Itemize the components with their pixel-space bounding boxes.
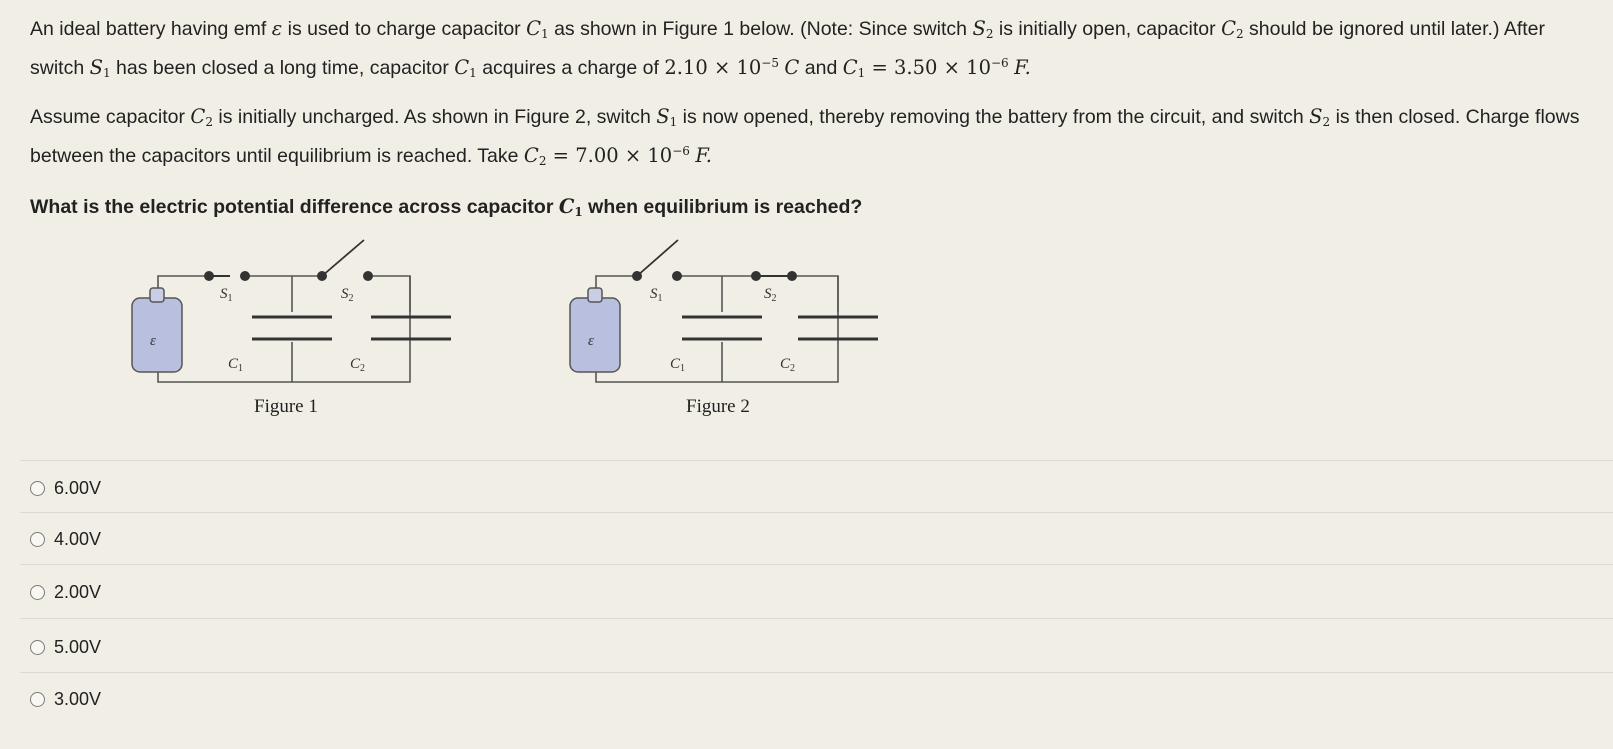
figure-2-c2-label: $C_2$	[780, 356, 796, 374]
radio-button[interactable]	[30, 585, 45, 600]
divider	[20, 618, 1613, 619]
figure-2-s1-label: $S_1$	[650, 286, 663, 304]
figure-2-battery	[570, 288, 620, 372]
circuit-diagram	[120, 232, 940, 442]
figure-1-emf-label: ε	[150, 333, 156, 349]
answer-option-label: 2.00V	[54, 582, 102, 602]
answer-option[interactable]	[30, 478, 101, 499]
answer-option-label: 4.00V	[54, 529, 102, 549]
answer-option-label: 6.00V	[54, 478, 102, 498]
radio-button[interactable]	[30, 640, 45, 655]
divider	[20, 460, 1613, 461]
radio-button[interactable]	[30, 481, 45, 496]
figure-1-circuit	[158, 240, 410, 382]
figure-1-s1-label: $S_1$	[220, 286, 233, 304]
divider	[20, 672, 1613, 673]
figure-2-circuit	[596, 240, 838, 382]
question-text	[30, 14, 1590, 227]
question-paragraph-1: An ideal battery having emf ε is used to charge capacitor $C_1$ as shown in Figure 1 below. (Note: Since switch $S_2$ is initially open, capacitor $C_2$ should be ignored until later.) After switch $S_1$ has been closed a long time, capacitor $C_1$ acquires a charge of $2.10 \times 10^{-5}$ C and $C_1 = 3.50 \times 10^{-6}$ F.	[30, 17, 1545, 80]
answer-option[interactable]	[30, 529, 101, 550]
radio-button[interactable]	[30, 692, 45, 707]
answer-option-label: 5.00V	[54, 637, 102, 657]
divider	[20, 564, 1613, 565]
figure-2-caps	[682, 317, 878, 339]
answer-option-label: 3.00V	[54, 689, 102, 709]
figure-1-c2-label: $C_2$	[350, 356, 366, 374]
question-paragraph-2: Assume capacitor $C_2$ is initially uncharged. As shown in Figure 2, switch $S_1$ is now opened, thereby removing the battery from the circuit, and switch $S_2$ is then closed. Charge flows between the capacitors until equilibrium is reached. Take $C_2 = 7.00 \times 10^{-6}$ F.	[30, 105, 1580, 168]
figure-1-caption: Figure 1	[254, 396, 318, 417]
divider	[20, 512, 1613, 513]
figure-1-battery	[132, 288, 182, 372]
figure-1-s2-label: $S_2$	[341, 286, 354, 304]
answer-option[interactable]	[30, 582, 101, 603]
figure-2-c1-label: $C_1$	[670, 356, 686, 374]
figure-1-c1-label: $C_1$	[228, 356, 244, 374]
question-prompt: What is the electric potential difference across capacitor $C_1$ when equilibrium is reached?	[30, 195, 863, 219]
figure-2-emf-label: ε	[588, 333, 594, 349]
circuit-figures	[120, 232, 940, 442]
figure-2-caption: Figure 2	[686, 396, 750, 417]
answer-option[interactable]	[30, 689, 101, 710]
answer-option[interactable]	[30, 637, 101, 658]
figure-1-caps	[252, 317, 451, 339]
radio-button[interactable]	[30, 532, 45, 547]
figure-2-s2-label: $S_2$	[764, 286, 777, 304]
